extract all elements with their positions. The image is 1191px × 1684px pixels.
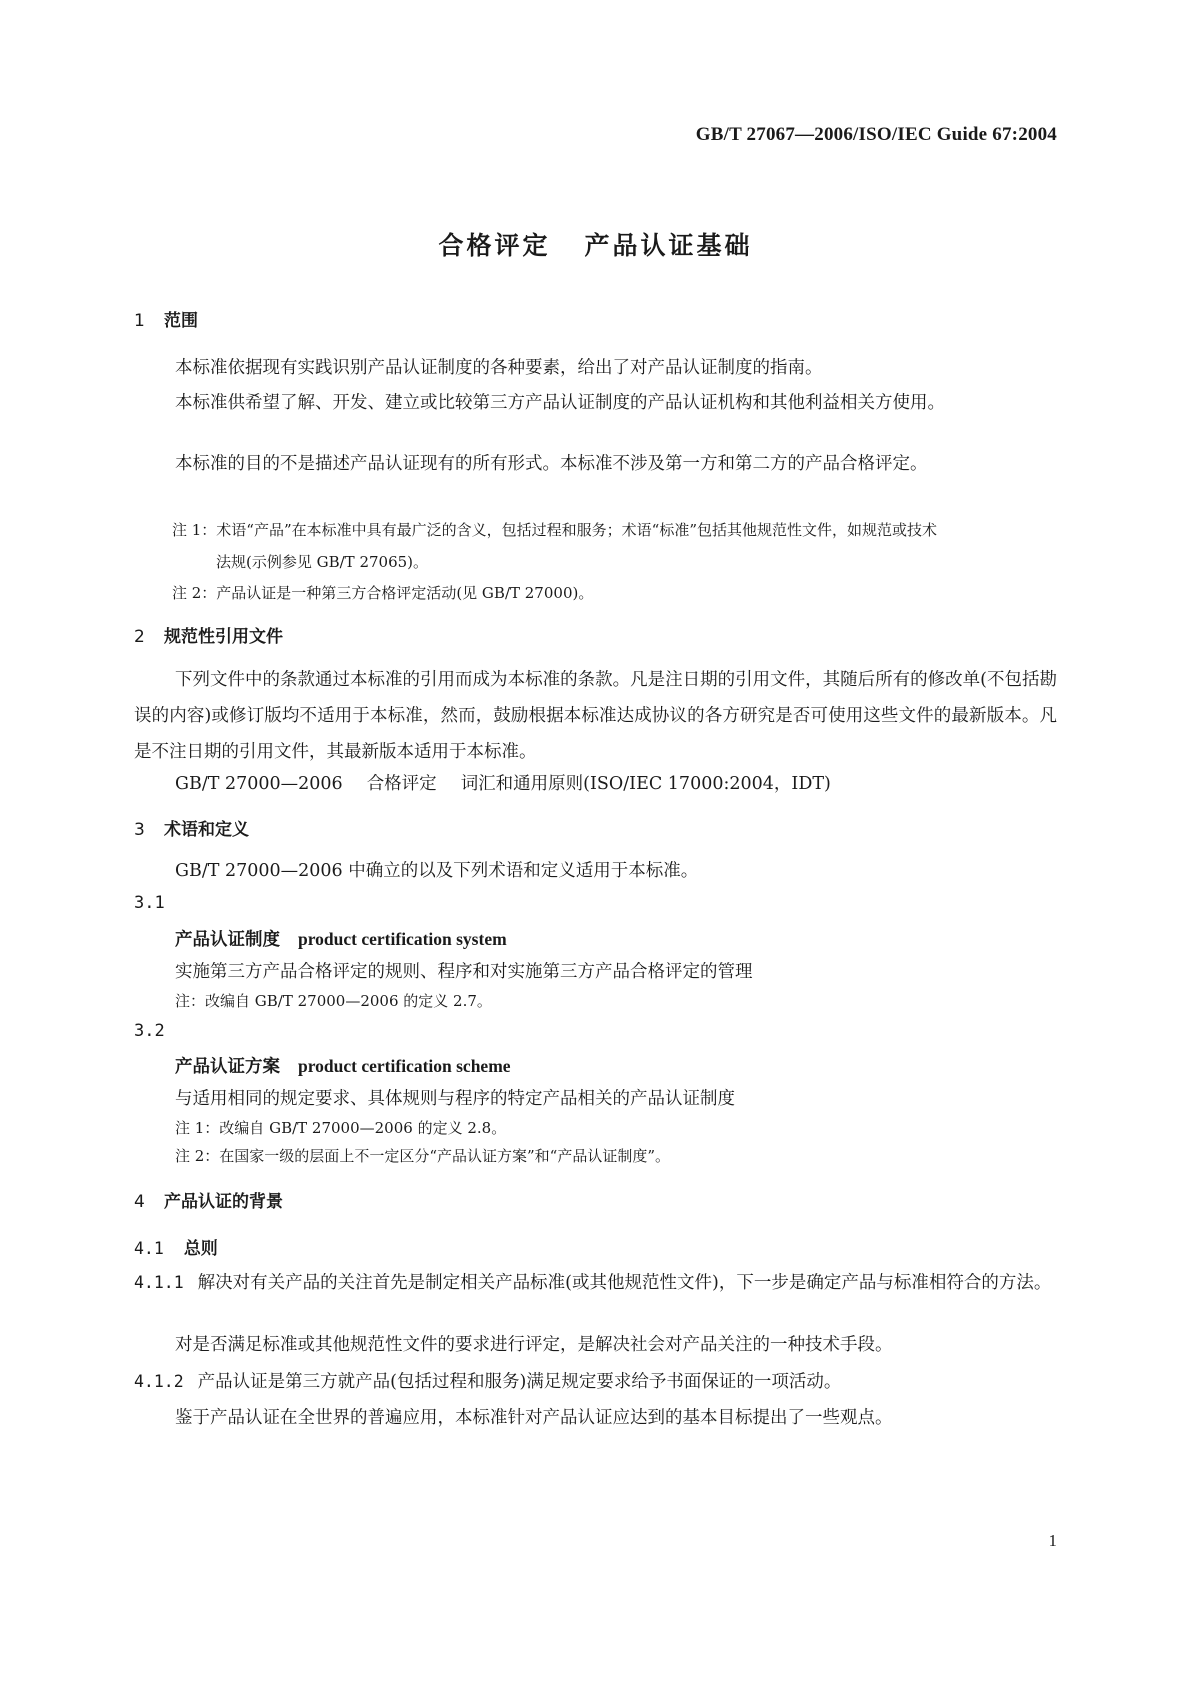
page-number: 1 <box>1048 1531 1057 1550</box>
section-3-number: 3 <box>134 820 145 840</box>
reference-title-1: 合格评定 <box>366 774 437 794</box>
normative-reference <box>175 770 831 795</box>
term-3-2-note-2: 注 2：在国家一级的层面上不一定区分“产品认证方案”和“产品认证制度”。 <box>175 1147 670 1165</box>
clause-4-1-1-paragraph-2: 对是否满足标准或其他规范性文件的要求进行评定，是解决社会对产品关注的一种技术手段。 <box>175 1335 893 1355</box>
term-3-1-chinese: 产品认证制度 <box>175 930 280 950</box>
clause-4-1-2-text: 产品认证是第三方就产品(包括过程和服务)满足规定要求给予书面保证的一项活动。 <box>197 1372 842 1392</box>
section-1-paragraph-3: 本标准的目的不是描述产品认证现有的所有形式。本标准不涉及第一方和第二方的产品合格评定。 <box>175 454 928 474</box>
document-title <box>0 226 1191 262</box>
term-3-1-english: product certification system <box>298 929 507 949</box>
term-3-1-definition: 实施第三方产品合格评定的规则、程序和对实施第三方产品合格评定的管理 <box>175 962 753 982</box>
section-1-heading <box>134 306 198 331</box>
standard-code-header: GB/T 27067—2006/ISO/IEC Guide 67:2004 <box>695 124 1057 145</box>
section-3-heading <box>134 815 249 840</box>
title-part-1: 合格评定 <box>438 231 551 260</box>
section-2-heading <box>134 622 283 647</box>
section-2-paragraph-1: 下列文件中的条款通过本标准的引用而成为本标准的条款。凡是注日期的引用文件，其随后所有的修改单(不包括勘误的内容)或修订版均不适用于本标准，然而，鼓励根据本标准达成协议的各方研究是否可使用这些文件的最新版本。凡是不注日期的引用文件，其最新版本适用于本标准。 <box>134 670 1057 762</box>
note-1-line-2: 法规(示例参见 GB/T 27065)。 <box>216 553 429 571</box>
note-1-line-1: 注 1：术语“产品”在本标准中具有最广泛的含义，包括过程和服务；术语“标准”包括其他规范性文件，如规范或技术 <box>172 521 937 539</box>
section-1-note-2: 注 2：产品认证是一种第三方合格评定活动(见 GB/T 27000)。 <box>172 584 594 602</box>
section-2-title: 规范性引用文件 <box>164 627 283 647</box>
section-1-note-1 <box>172 514 1057 578</box>
clause-4-1-2 <box>134 1364 1057 1400</box>
reference-title-2: 词汇和通用原则(ISO/IEC 17000:2004，IDT) <box>460 774 831 794</box>
section-4-1-heading <box>134 1234 218 1259</box>
section-3-title: 术语和定义 <box>164 820 249 840</box>
section-4-number: 4 <box>134 1192 145 1212</box>
section-4-1-title: 总则 <box>183 1239 218 1259</box>
section-3-paragraph-1: GB/T 27000—2006 中确立的以及下列术语和定义适用于本标准。 <box>175 861 699 881</box>
term-3-1 <box>175 926 507 951</box>
clause-4-1-2-number: 4.1.2 <box>134 1372 184 1391</box>
section-1-number: 1 <box>134 311 145 331</box>
section-4-heading <box>134 1187 283 1212</box>
section-2-number: 2 <box>134 627 145 647</box>
term-3-2-chinese: 产品认证方案 <box>175 1057 280 1077</box>
clause-4-1-1 <box>134 1265 1057 1301</box>
section-4-title: 产品认证的背景 <box>164 1192 283 1212</box>
term-3-2-definition: 与适用相同的规定要求、具体规则与程序的特定产品相关的产品认证制度 <box>175 1089 735 1109</box>
term-3-2 <box>175 1053 511 1078</box>
term-3-1-note: 注：改编自 GB/T 27000—2006 的定义 2.7。 <box>175 992 492 1010</box>
section-4-1-number: 4.1 <box>134 1239 164 1258</box>
clause-4-1-1-number: 4.1.1 <box>134 1273 184 1292</box>
section-1-paragraph-1: 本标准依据现有实践识别产品认证制度的各种要素，给出了对产品认证制度的指南。 <box>175 358 823 378</box>
clause-3-1-number: 3.1 <box>134 893 165 913</box>
title-part-2: 产品认证基础 <box>584 231 753 260</box>
clause-4-1-1-text: 解决对有关产品的关注首先是制定相关产品标准(或其他规范性文件)，下一步是确定产品与标准相符合的方法。 <box>197 1273 1052 1293</box>
clause-3-2-number: 3.2 <box>134 1021 165 1041</box>
term-3-2-note-1: 注 1：改编自 GB/T 27000—2006 的定义 2.8。 <box>175 1119 507 1137</box>
clause-4-1-2-paragraph-2: 鉴于产品认证在全世界的普遍应用，本标准针对产品认证应达到的基本目标提出了一些观点。 <box>175 1408 893 1428</box>
term-3-2-english: product certification scheme <box>298 1056 511 1076</box>
reference-code: GB/T 27000—2006 <box>175 774 343 794</box>
section-1-paragraph-2: 本标准供希望了解、开发、建立或比较第三方产品认证制度的产品认证机构和其他利益相关方使用。 <box>175 393 945 413</box>
section-1-title: 范围 <box>164 311 198 331</box>
